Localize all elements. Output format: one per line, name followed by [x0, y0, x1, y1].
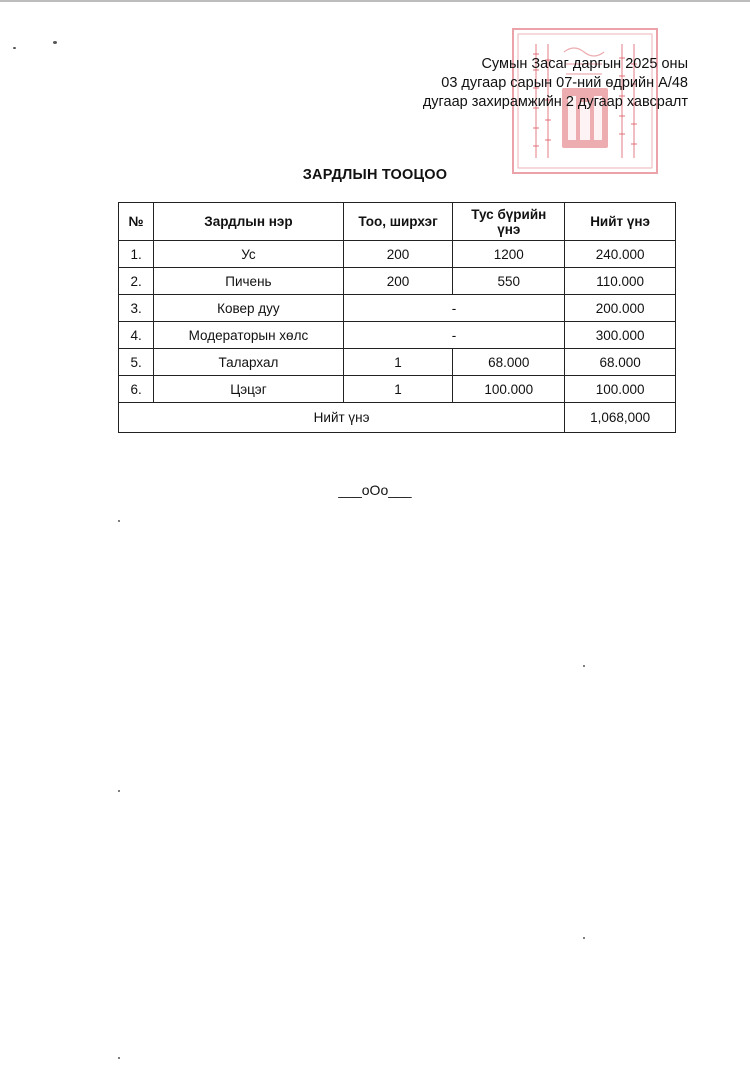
header-unit-price: [453, 203, 565, 241]
header-unit-price-line: Тус бүрийн: [471, 206, 547, 222]
scan-speck: [583, 937, 585, 939]
attachment-note-line: 03 дугаар сарын 07-ний өдрийн А/48: [441, 75, 688, 91]
table-row: [119, 295, 676, 322]
row-merged-cell: -: [343, 322, 565, 349]
scan-speck: [118, 1057, 120, 1059]
table-row: [119, 322, 676, 349]
table-header-row: [119, 203, 676, 241]
attachment-note: [423, 55, 688, 112]
header-qty: Тоо, ширхэг: [343, 203, 453, 241]
row-name: Талархал: [154, 349, 344, 376]
row-unit-price: 100.000: [453, 376, 565, 403]
row-total: 200.000: [565, 295, 676, 322]
row-qty: 200: [343, 268, 453, 295]
row-qty: 1: [343, 376, 453, 403]
row-name: Цэцэг: [154, 376, 344, 403]
table-row: [119, 268, 676, 295]
table-row: [119, 241, 676, 268]
scan-speck: [583, 665, 585, 667]
header-unit-price-line: үнэ: [497, 221, 521, 237]
row-name: Ковер дуу: [154, 295, 344, 322]
table-row: [119, 349, 676, 376]
row-name: Модераторын хөлс: [154, 322, 344, 349]
table-footer-row: [119, 403, 676, 433]
row-total: 240.000: [565, 241, 676, 268]
row-no: 6.: [119, 376, 154, 403]
document-title: ЗАРДЛЫН ТООЦОО: [302, 167, 448, 183]
footer-total-label: Нийт үнэ: [119, 403, 565, 433]
page-edge: [0, 0, 750, 2]
attachment-note-line: Сумын Засаг даргын 2025 оны: [481, 56, 688, 72]
row-no: 3.: [119, 295, 154, 322]
header-name: Зардлын нэр: [154, 203, 344, 241]
attachment-note-line: дугаар захирамжийн 2 дугаар хавсралт: [422, 94, 688, 110]
row-total: 110.000: [565, 268, 676, 295]
row-total: 68.000: [565, 349, 676, 376]
row-merged-cell: -: [343, 295, 565, 322]
scan-speck: [118, 520, 120, 522]
row-total: 300.000: [565, 322, 676, 349]
scan-speck: [53, 41, 57, 44]
footer-total-value: 1,068,000: [565, 403, 676, 433]
row-total: 100.000: [565, 376, 676, 403]
row-qty: 200: [343, 241, 453, 268]
row-no: 1.: [119, 241, 154, 268]
table-row: [119, 376, 676, 403]
scan-speck: [118, 790, 120, 792]
row-name: Ус: [154, 241, 344, 268]
expense-table: [118, 202, 676, 433]
header-no: №: [119, 203, 154, 241]
end-of-document-mark: ___oOo___: [338, 482, 412, 498]
row-no: 2.: [119, 268, 154, 295]
scan-speck: [13, 47, 16, 49]
row-qty: 1: [343, 349, 453, 376]
row-unit-price: 550: [453, 268, 565, 295]
row-no: 5.: [119, 349, 154, 376]
header-total: Нийт үнэ: [565, 203, 676, 241]
row-name: Пичень: [154, 268, 344, 295]
row-no: 4.: [119, 322, 154, 349]
row-unit-price: 1200: [453, 241, 565, 268]
row-unit-price: 68.000: [453, 349, 565, 376]
